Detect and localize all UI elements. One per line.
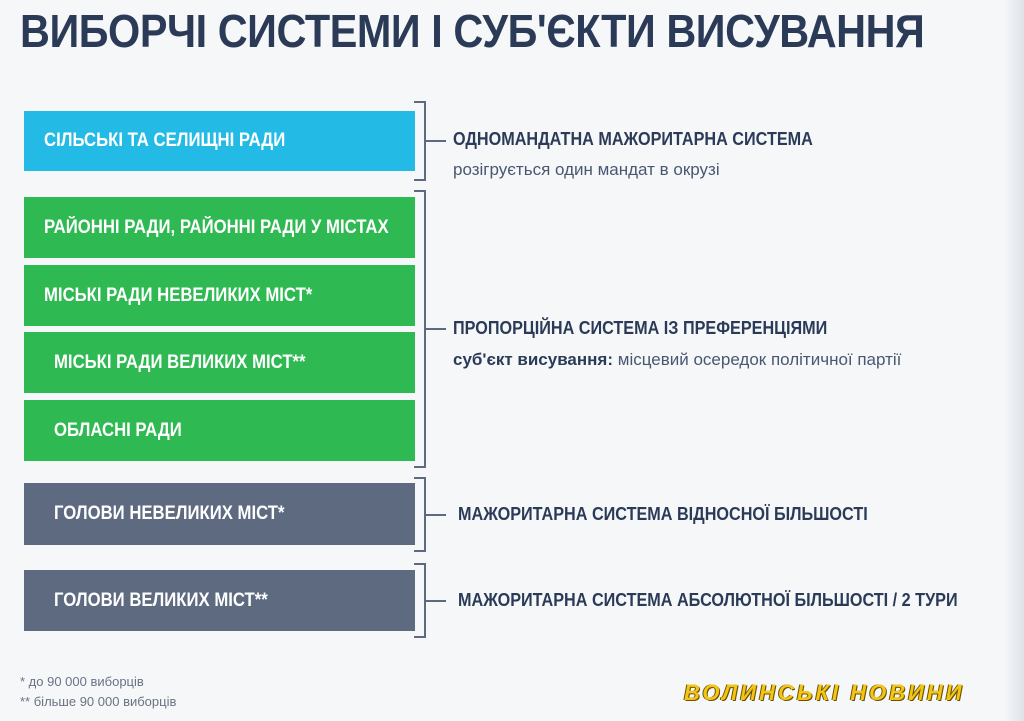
mayor-box-large-city	[24, 570, 415, 631]
council-box-large-city	[24, 332, 415, 393]
footnote-small: * до 90 000 виборців	[20, 674, 144, 689]
council-label: МІСЬКІ РАДИ ВЕЛИКИХ МІСТ**	[54, 351, 306, 373]
council-box-oblast	[24, 400, 415, 461]
system-name: МАЖОРИТАРНА СИСТЕМА АБСОЛЮТНОЇ БІЛЬШОСТІ / 2 ТУРИ	[458, 590, 958, 610]
bracket-connector	[426, 514, 446, 516]
bracket-absolute-majority	[414, 563, 426, 638]
system-note-label: суб'єкт висування:	[453, 350, 614, 369]
system-note: місцевий осередок політичної партії	[617, 350, 902, 369]
council-box-small-city	[24, 265, 415, 326]
system-name: МАЖОРИТАРНА СИСТЕМА ВІДНОСНОЇ БІЛЬШОСТІ	[458, 504, 868, 524]
council-label: РАЙОННІ РАДИ, РАЙОННІ РАДИ У МІСТАХ	[44, 216, 389, 238]
bracket-connector	[426, 600, 446, 602]
right-edge-shadow	[1004, 0, 1024, 721]
system-name: ОДНОМАНДАТНА МАЖОРИТАРНА СИСТЕМА	[453, 129, 813, 149]
bracket-connector	[426, 328, 446, 330]
council-label: ГОЛОВИ НЕВЕЛИКИХ МІСТ*	[54, 503, 285, 524]
footnote-large: ** більше 90 000 виборців	[20, 694, 177, 709]
council-box-district	[24, 197, 415, 258]
watermark-logo: ВОЛИНСЬКІ НОВИНИ	[684, 680, 965, 705]
bracket-single-mandate	[414, 101, 426, 181]
diagram-title: ВИБОРЧІ СИСТЕМИ І СУБ'ЄКТИ ВИСУВАННЯ	[20, 5, 925, 57]
bracket-connector	[426, 140, 446, 142]
council-label: ГОЛОВИ ВЕЛИКИХ МІСТ**	[54, 589, 268, 611]
system-note: розігрується один мандат в окрузі	[453, 160, 720, 179]
council-label: СІЛЬСЬКІ ТА СЕЛИЩНІ РАДИ	[44, 130, 286, 151]
bracket-proportional	[414, 190, 426, 468]
system-note-row	[453, 350, 901, 370]
council-label: МІСЬКІ РАДИ НЕВЕЛИКИХ МІСТ*	[44, 284, 313, 306]
council-box-village	[24, 111, 415, 171]
council-label: ОБЛАСНІ РАДИ	[54, 419, 182, 441]
system-name: ПРОПОРЦІЙНА СИСТЕМА ІЗ ПРЕФЕРЕНЦІЯМИ	[453, 318, 828, 338]
mayor-box-small-city	[24, 483, 415, 545]
bracket-relative-majority	[414, 477, 426, 552]
